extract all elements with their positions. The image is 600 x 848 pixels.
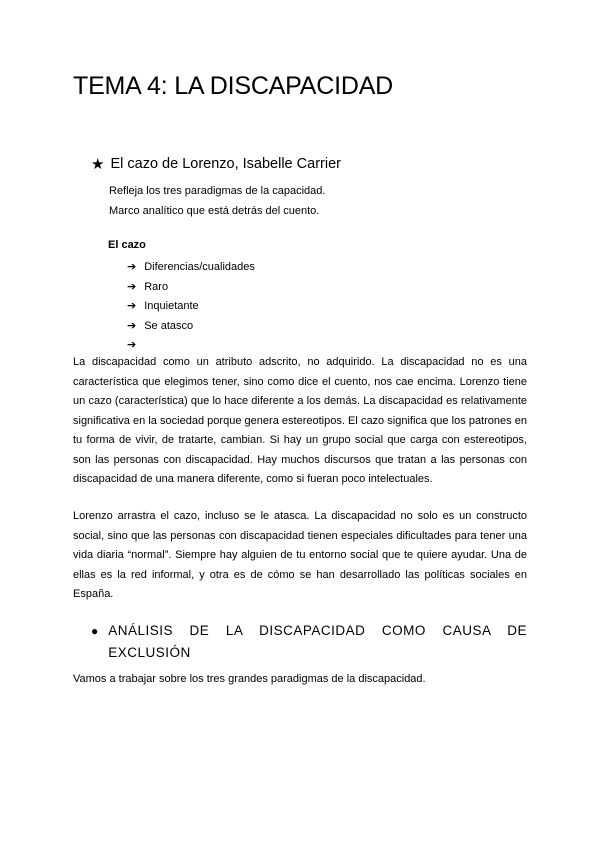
- list-item: [127, 258, 255, 278]
- cazo-list: [127, 258, 255, 356]
- note-line: Marco analítico que está detrás del cuento.: [109, 205, 320, 217]
- list-item-text: Diferencias/cualidades: [144, 261, 255, 273]
- arrow-icon: ➔: [127, 280, 137, 293]
- section-title-text: El cazo de Lorenzo, Isabelle Carrier: [110, 156, 341, 172]
- paragraph: Lorenzo arrastra el cazo, incluso se le atasca. La discapacidad no solo es un constructo social, sino que las personas con discapacidad tienen especiales dificultades para tener una vida diaria “normal”. Siempre hay alguien de tu entorno social que te quiere ayudar. Una de ellas es la red informal, y otra es de cómo se han desarrollado las políticas sociales en España.: [73, 510, 527, 600]
- star-icon: ★: [91, 156, 105, 173]
- arrow-icon: ➔: [127, 339, 137, 351]
- list-item: [127, 297, 255, 317]
- list-item-text: Raro: [144, 280, 169, 293]
- list-item: [127, 317, 255, 337]
- note-line: Refleja los tres paradigmas de la capacidad.: [109, 185, 326, 197]
- list-item-text: Inquietante: [144, 300, 199, 312]
- arrow-icon: ➔: [127, 261, 137, 273]
- list-item: [127, 278, 255, 298]
- bullet-heading: [91, 620, 527, 664]
- arrow-icon: ➔: [127, 319, 137, 332]
- arrow-icon: ➔: [127, 300, 137, 312]
- paragraph: La discapacidad como un atributo adscrito, no adquirido. La discapacidad no es una característica que elegimos tener, sino como dice el cuento, nos cae encima. Lorenzo tiene un cazo (característica) que lo hace diferente a los demás. La discapacidad es relativamente significativa en la sociedad porque genera estereotipos. El cazo significa que los patrones en tu forma de vivir, de tratarte, cambian. Si hay un grupo social que carga con estereotipos, son las personas con discapacidad. Hay muchos discursos que tratan a las personas con discapacidad de una manera diferente, como si fueran poco intelectuales.: [73, 356, 527, 485]
- list-item-text: Se atasco: [144, 319, 194, 332]
- section-heading: [91, 155, 341, 173]
- document-title: TEMA 4: LA DISCAPACIDAD: [73, 72, 394, 100]
- cazo-heading: El cazo: [108, 239, 146, 251]
- closing-line: Vamos a trabajar sobre los tres grandes paradigmas de la discapacidad.: [73, 673, 426, 685]
- section-notes: [109, 181, 325, 221]
- bullet-icon: ●: [91, 624, 99, 638]
- bullet-heading-text: ANÁLISIS DE LA DISCAPACIDAD COMO CAUSA DE EXCLUSIÓN: [108, 623, 527, 660]
